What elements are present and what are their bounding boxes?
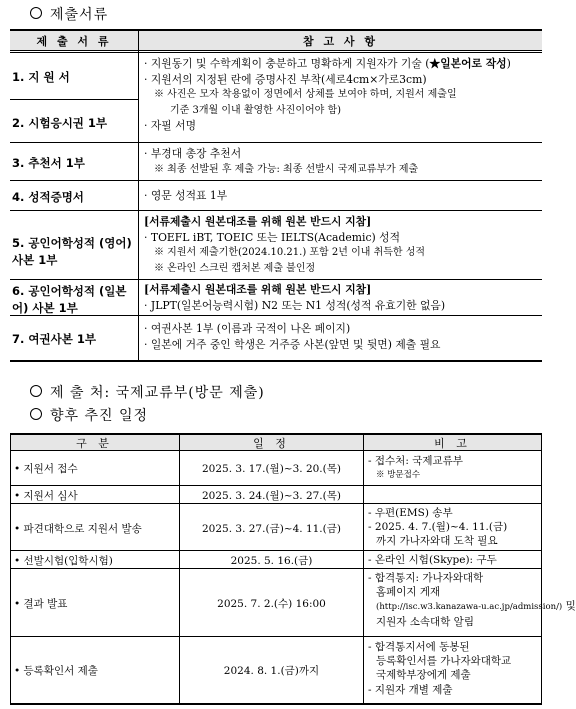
schedule-date: 2025. 5. 16.(금) <box>230 555 313 567</box>
schedule-notes: - 합격통지: 가나자와대학 홈페이지 게재 (http://isc.w3.kanazawa-u.ac.jp/admission/) 및 지원자 소속대학 알림 <box>368 572 576 628</box>
doc-notes-recommendation: · 부경대 총장 추천서 ※ 최종 선발된 후 제출 가능: 최종 선발시 국제교류부가 제출 <box>144 147 419 175</box>
circle-bullet-icon <box>30 385 42 397</box>
documents-header-right: 참 고 사 항 <box>303 35 378 48</box>
doc-label-passport: 7. 여권사본 1부 <box>12 332 96 346</box>
schedule-notes: - 합격통지서에 동봉된 등록확인서를 가나자와대학교 국제학부장에게 제출 - 지원자 개별 제출 <box>368 641 512 696</box>
documents-heading: 제출서류 <box>30 4 108 24</box>
doc-label-english-score: 5. 공인어학성적 (영어) 사본 1부 <box>12 236 132 267</box>
schedule-date: 2025. 7. 2.(수) 16:00 <box>217 598 326 610</box>
documents-table <box>10 29 542 362</box>
schedule-item: • 지원서 접수 <box>14 463 78 475</box>
schedule-item: • 등록확인서 제출 <box>14 665 98 677</box>
japanese-required-note: ★일본어로 작성 <box>429 57 507 70</box>
doc-label-recommendation: 3. 추천서 1부 <box>12 156 85 170</box>
schedule-date: 2025. 3. 17.(월)~3. 20.(목) <box>202 463 341 475</box>
schedule-item: • 파견대학으로 지원서 발송 <box>14 523 142 535</box>
doc-notes-passport: · 여권사본 1부 (이름과 국적이 나온 페이지) · 일본에 거주 중인 학생은 거주증 사본(앞면 및 뒷면) 제출 필요 <box>144 322 441 351</box>
doc-notes-japanese-score: [서류제출시 원본대조를 위해 원본 반드시 지참] · JLPT(일본어능력시험) N2 또는 N1 성적(성적 유효기한 없음) <box>144 283 446 312</box>
schedule-item: • 선발시험(입학시험) <box>14 555 113 567</box>
doc-label-application: 1. 지 원 서 <box>12 70 70 84</box>
schedule-header-category: 구 분 <box>76 437 113 450</box>
schedule-notes: - 접수처: 국제교류부 ※ 방문접수 <box>368 455 463 481</box>
schedule-date: 2024. 8. 1.(금)까지 <box>223 665 320 677</box>
schedule-table <box>10 433 576 705</box>
schedule-item: • 지원서 심사 <box>14 490 78 502</box>
doc-label-exam-ticket: 2. 시험응시권 1부 <box>12 116 108 130</box>
schedule-date: 2025. 3. 24.(월)~3. 27.(목) <box>202 490 341 502</box>
schedule-heading: 향후 추진 일정 <box>30 405 148 425</box>
doc-notes-application: · 지원동기 및 수학계획이 충분하고 명확하게 지원자가 기술 (★일본어로 작성) · 지원서의 지정된 란에 증명사진 부착(세로4cm×가로3cm) ※ 사진은 모자 착용없이 정면에서 상체를 보여야 하며, 지원서 제출일 기준 3개월 이내 촬영한 사진이어야 함) · 자필 서명 <box>144 57 511 132</box>
doc-label-transcript: 4. 성적증명서 <box>12 190 84 204</box>
doc-notes-english-score: [서류제출시 원본대조를 위해 원본 반드시 지참] · TOEFL iBT, TOEIC 또는 IELTS(Academic) 성적 ※ 지원서 제출기한(2024.10.21.) 포함 2년 이내 취득한 성적 ※ 온라인 스크린 캡처본 제출 불인정 <box>144 215 426 274</box>
schedule-notes: - 온라인 시험(Skype): 구두 <box>368 554 497 566</box>
doc-notes-transcript: · 영문 성적표 1부 <box>144 189 228 202</box>
circle-bullet-icon <box>30 408 42 420</box>
schedule-notes: - 우편(EMS) 송부 - 2025. 4. 7.(월)~4. 11.(금) 까지 가나자와대 도착 필요 <box>368 507 508 548</box>
submit-to-heading: 제 출 처: 국제교류부(방문 제출) <box>30 382 265 402</box>
schedule-header-remarks: 비 고 <box>434 437 471 450</box>
schedule-item: • 결과 발표 <box>14 598 68 610</box>
schedule-header-date: 일 정 <box>253 437 290 450</box>
circle-bullet-icon <box>30 7 42 19</box>
schedule-date: 2025. 3. 27.(금)~4. 11.(금) <box>202 523 341 535</box>
documents-header-left: 제 출 서 류 <box>36 35 112 48</box>
doc-label-japanese-score: 6. 공인어학성적 (일본어) 사본 1부 <box>12 284 127 315</box>
